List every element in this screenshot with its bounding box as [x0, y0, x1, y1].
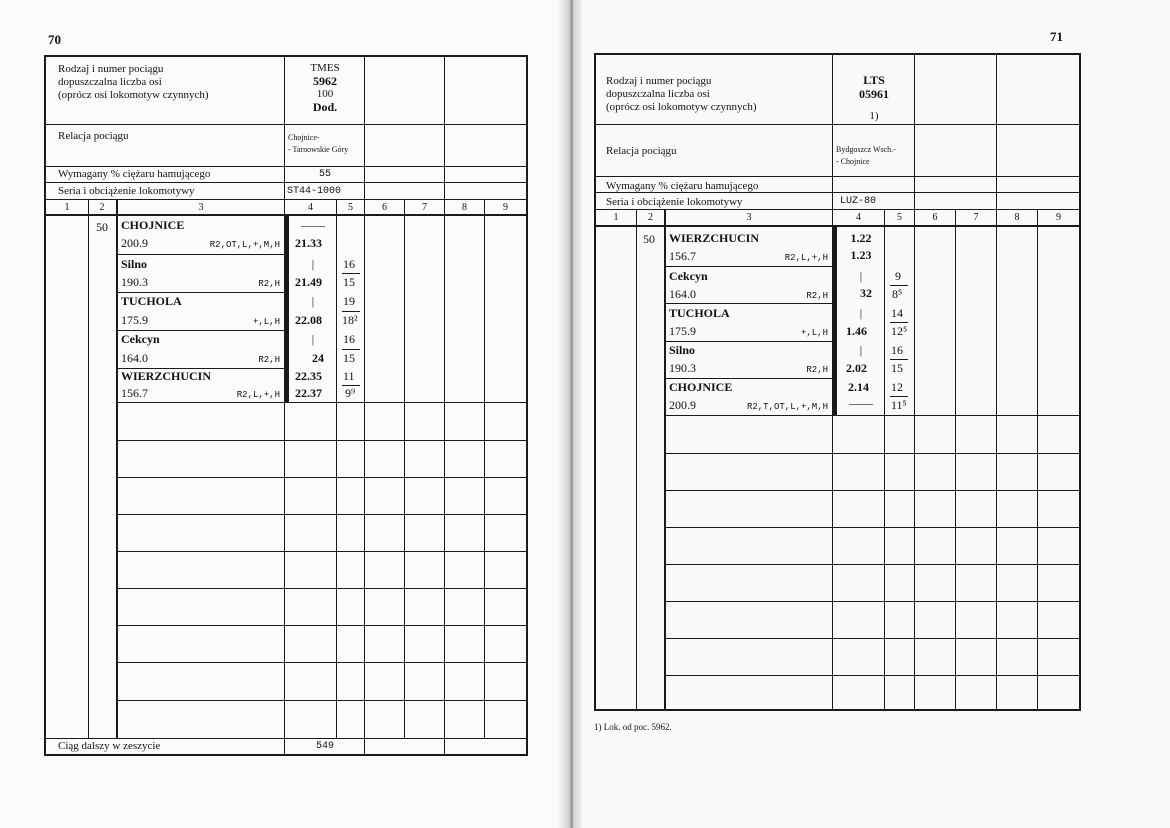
station-arr: 21.49	[295, 275, 322, 289]
col-num-9: 9	[1056, 212, 1061, 223]
left-table-right-border	[526, 55, 528, 755]
station-km: 164.0	[669, 287, 696, 301]
station-name: CHOJNICE	[121, 218, 185, 232]
right-page	[582, 0, 1170, 828]
station-arr: 24	[312, 351, 324, 365]
station-km: 175.9	[121, 313, 148, 327]
station-km: 190.3	[121, 275, 148, 289]
relation-line2: - Tarnowskie Góry	[288, 145, 349, 154]
right-table-left-border	[594, 53, 596, 711]
axle-count-label: dopuszczalna liczba osi	[58, 76, 162, 88]
train-axles: 100	[316, 88, 334, 100]
col-num-9: 9	[503, 202, 508, 213]
station-mark: ——	[849, 396, 873, 410]
col-num-6: 6	[382, 202, 387, 213]
run-time: 9	[895, 269, 901, 283]
col-num-7: 7	[973, 212, 979, 223]
col-num-6: 6	[932, 212, 938, 223]
run-time-alt: 15	[891, 361, 903, 375]
station-codes: R2,T,OT,L,+,M,H	[746, 402, 828, 412]
train-type-label: Rodzaj i numer pociągu	[606, 75, 712, 87]
train-type-label: Rodzaj i numer pociągu	[58, 63, 164, 75]
brake-value: 55	[318, 169, 331, 180]
run-time: 14	[891, 306, 903, 320]
station-name: Silno	[121, 257, 148, 271]
continuation-value: 549	[315, 741, 334, 752]
station-codes: R2,H	[258, 355, 280, 365]
station-name: WIERZCHUCIN	[669, 231, 760, 245]
axle-count-label: dopuszczalna liczba osi	[606, 88, 710, 100]
relation-line1: Bydgoszcz Wsch.-	[836, 145, 896, 154]
station-km: 156.7	[669, 249, 696, 263]
run-time-alt: 9⁹	[345, 386, 356, 400]
run-time-alt: 15	[343, 275, 355, 289]
station-codes: R2,H	[258, 279, 280, 289]
station-arr: 1.22	[850, 231, 872, 245]
right-table-top-border	[594, 53, 1081, 55]
station-mark: |	[311, 294, 315, 308]
station-mark: |	[859, 343, 863, 357]
axle-note-label: (oprócz osi lokomotyw czynnych)	[58, 89, 209, 101]
station-codes: +,L,H	[800, 328, 828, 338]
continuation-label: Ciąg dalszy w zeszycie	[58, 740, 161, 752]
col-num-1: 1	[64, 202, 70, 213]
station-mark: |	[311, 257, 315, 271]
train-number: 5962	[313, 74, 337, 88]
station-km: 156.7	[121, 386, 148, 400]
station-arr: 2.14	[848, 380, 869, 394]
station-km: 175.9	[669, 324, 696, 338]
train-footnote-ref: 1)	[869, 110, 879, 122]
col-num-2: 2	[648, 212, 653, 223]
station-codes: R2,L,+,H	[236, 390, 280, 400]
station-name: Silno	[669, 343, 696, 357]
relation-line1: Chojnice-	[288, 133, 320, 142]
footnote: 1) Lok. od poc. 5962.	[594, 722, 672, 732]
train-number: 05961	[859, 87, 889, 101]
station-codes: R2,OT,L,+,M,H	[209, 240, 280, 250]
run-time-alt: 11⁵	[891, 398, 907, 412]
run-time-alt: 15	[343, 351, 355, 365]
station-dep: 21.33	[295, 236, 322, 250]
run-time-alt: 8⁵	[892, 287, 903, 301]
left-table-top-border	[44, 55, 528, 57]
station-codes: +,L,H	[252, 317, 280, 327]
relation-label: Relacja pociągu	[606, 145, 677, 157]
right-table-right-border	[1079, 53, 1081, 711]
station-codes: R2,L,+,H	[784, 253, 828, 263]
station-codes: R2,H	[806, 291, 828, 301]
train-category: LTS	[863, 73, 885, 87]
loco-value: LUZ-80	[840, 196, 877, 207]
col-num-5: 5	[897, 212, 902, 223]
right-page-number: 71	[1050, 29, 1063, 44]
right-table-bottom-border	[594, 709, 1081, 711]
run-time: 16	[891, 343, 903, 357]
train-note: Dod.	[312, 100, 338, 114]
station-dep: 1.23	[850, 248, 872, 262]
col-num-2: 2	[99, 202, 105, 213]
station-codes: R2,H	[806, 365, 828, 375]
left-page	[0, 0, 560, 828]
station-mark: |	[859, 269, 863, 283]
station-name: Cekcyn	[669, 269, 708, 283]
station-name: Cekcyn	[121, 332, 160, 346]
run-time: 16	[343, 257, 355, 271]
station-name: WIERZCHUCIN	[121, 369, 212, 383]
left-table-left-border	[44, 55, 46, 755]
col-num-4: 4	[308, 202, 313, 213]
run-time: 16	[343, 332, 355, 346]
station-km: 190.3	[669, 361, 696, 375]
col-num-4: 4	[856, 212, 861, 223]
station-name: TUCHOLA	[669, 306, 730, 320]
station-name: CHOJNICE	[669, 380, 733, 394]
brake-label: Wymagany % ciężaru hamującego	[58, 168, 211, 180]
station-dep: 22.37	[295, 386, 322, 400]
station-arr: 1.46	[846, 324, 867, 338]
station-km: 200.9	[669, 398, 696, 412]
loco-value: ST44-1000	[287, 186, 342, 197]
col-num-8: 8	[1014, 212, 1020, 223]
speed-value: 50	[643, 232, 655, 246]
speed-value: 50	[96, 220, 108, 234]
run-time-alt: 18²	[342, 313, 358, 327]
col-num-3: 3	[198, 202, 204, 213]
run-time: 19	[343, 294, 355, 308]
loco-label: Seria i obciążenie lokomotywy	[606, 196, 743, 208]
left-table-bottom-border	[44, 754, 528, 756]
col-num-3: 3	[746, 212, 752, 223]
station-arr: 22.08	[295, 313, 322, 327]
left-page-number: 70	[48, 32, 61, 47]
axle-note-label: (oprócz osi lokomotyw czynnych)	[606, 101, 757, 113]
station-arr: 2.02	[846, 361, 867, 375]
station-mark: |	[859, 306, 863, 320]
run-time-alt: 12⁵	[891, 324, 908, 338]
brake-label: Wymagany % ciężaru hamującego	[606, 180, 759, 192]
loco-label: Seria i obciążenie lokomotywy	[58, 185, 195, 197]
station-arr: 22.35	[295, 369, 322, 383]
relation-line2: - Chojnice	[836, 157, 870, 166]
station-km: 200.9	[121, 236, 148, 250]
station-mark: ——	[301, 218, 325, 232]
col-num-8: 8	[462, 202, 467, 213]
run-time: 11	[343, 369, 355, 383]
train-category: TMES	[310, 62, 340, 74]
station-mark: |	[311, 332, 315, 346]
station-km: 164.0	[121, 351, 148, 365]
relation-label: Relacja pociągu	[58, 130, 129, 142]
col-num-7: 7	[422, 202, 427, 213]
station-name: TUCHOLA	[121, 294, 182, 308]
col-num-1: 1	[613, 212, 619, 223]
run-time: 12	[891, 380, 903, 394]
station-arr: 32	[860, 286, 872, 300]
col-num-5: 5	[348, 202, 353, 213]
